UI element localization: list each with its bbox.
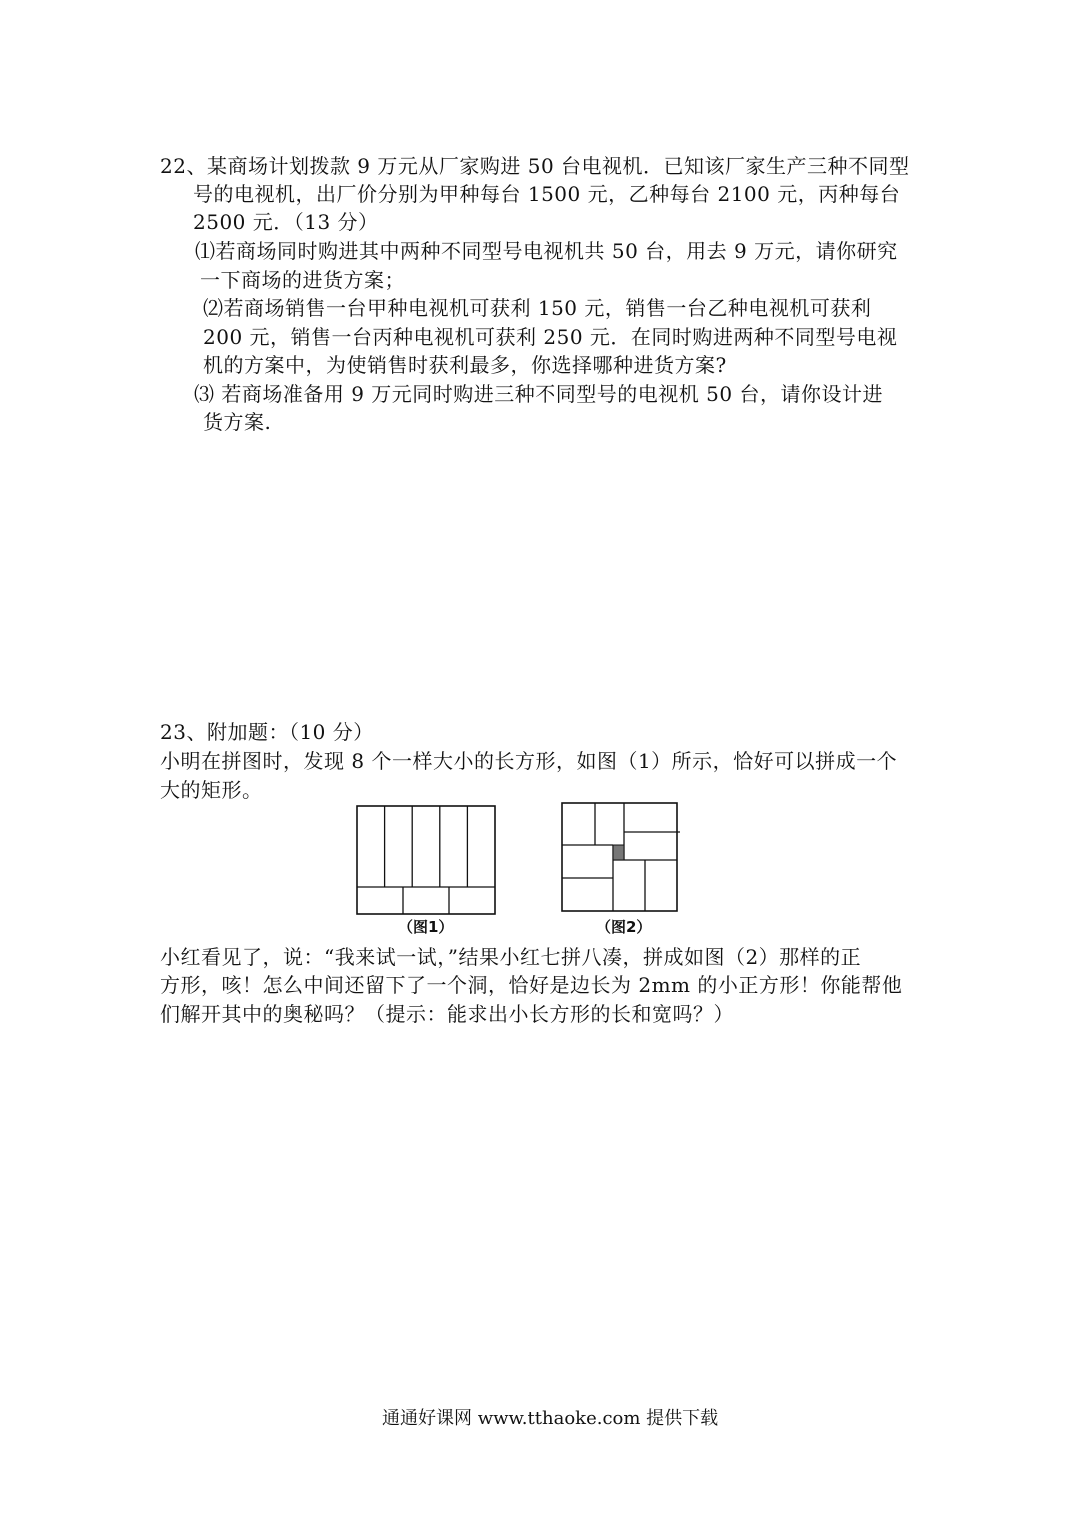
figure-1-outline [357, 806, 495, 914]
q23-after-line-1: 小红看见了，说：“我来试一试，”结果小红七拼八凑，拼成如图（2）那样的正 [160, 945, 862, 969]
q23-heading: 23、附加题：（10 分） [160, 720, 374, 744]
q23-intro-line-2: 大的矩形。 [160, 778, 263, 802]
q22-part1-line-2: 一下商场的进货方案； [200, 268, 405, 292]
q22-part3-line-2: 货方案. [203, 410, 272, 434]
q22-part2-line-2: 200 元，销售一台丙种电视机可获利 250 元．在同时购进两种不同型号电视 [203, 325, 898, 349]
q22-line-1: 22、某商场计划拨款 9 万元从厂家购进 50 台电视机．已知该厂家生产三种不同型 [160, 154, 910, 178]
q22-part3-line-1: ⑶ 若商场准备用 9 万元同时购进三种不同型号的电视机 50 台，请你设计进 [194, 382, 883, 406]
q23-after-line-2: 方形，咳！怎么中间还留下了一个洞，恰好是边长为 2mm 的小正方形！你能帮他 [160, 973, 903, 997]
q23-intro-line-1: 小明在拼图时，发现 8 个一样大小的长方形，如图（1）所示，恰好可以拼成一个 [160, 749, 898, 773]
figure-1 [354, 803, 498, 917]
figure-2-center-hole [613, 845, 624, 860]
q22-line-3: 2500 元．（13 分） [193, 210, 379, 234]
q22-part2-line-3: 机的方案中，为使销售时获利最多，你选择哪种进货方案? [203, 353, 727, 377]
figure-2-caption: （图2） [596, 918, 652, 936]
q22-part2-line-1: ⑵若商场销售一台甲种电视机可获利 150 元，销售一台乙种电视机可获利 [203, 296, 872, 320]
q22-line-2: 号的电视机，出厂价分别为甲种每台 1500 元，乙种每台 2100 元，丙种每台 [193, 182, 901, 206]
figure-2 [558, 800, 682, 914]
figure-1-caption: （图1） [398, 918, 454, 936]
q23-after-line-3: 们解开其中的奥秘吗？（提示：能求出小长方形的长和宽吗？） [160, 1002, 734, 1026]
q22-part1-line-1: ⑴若商场同时购进其中两种不同型号电视机共 50 台，用去 9 万元，请你研究 [195, 239, 898, 263]
page-footer: 通通好课网 www.tthaoke.com 提供下载 [382, 1408, 719, 1429]
